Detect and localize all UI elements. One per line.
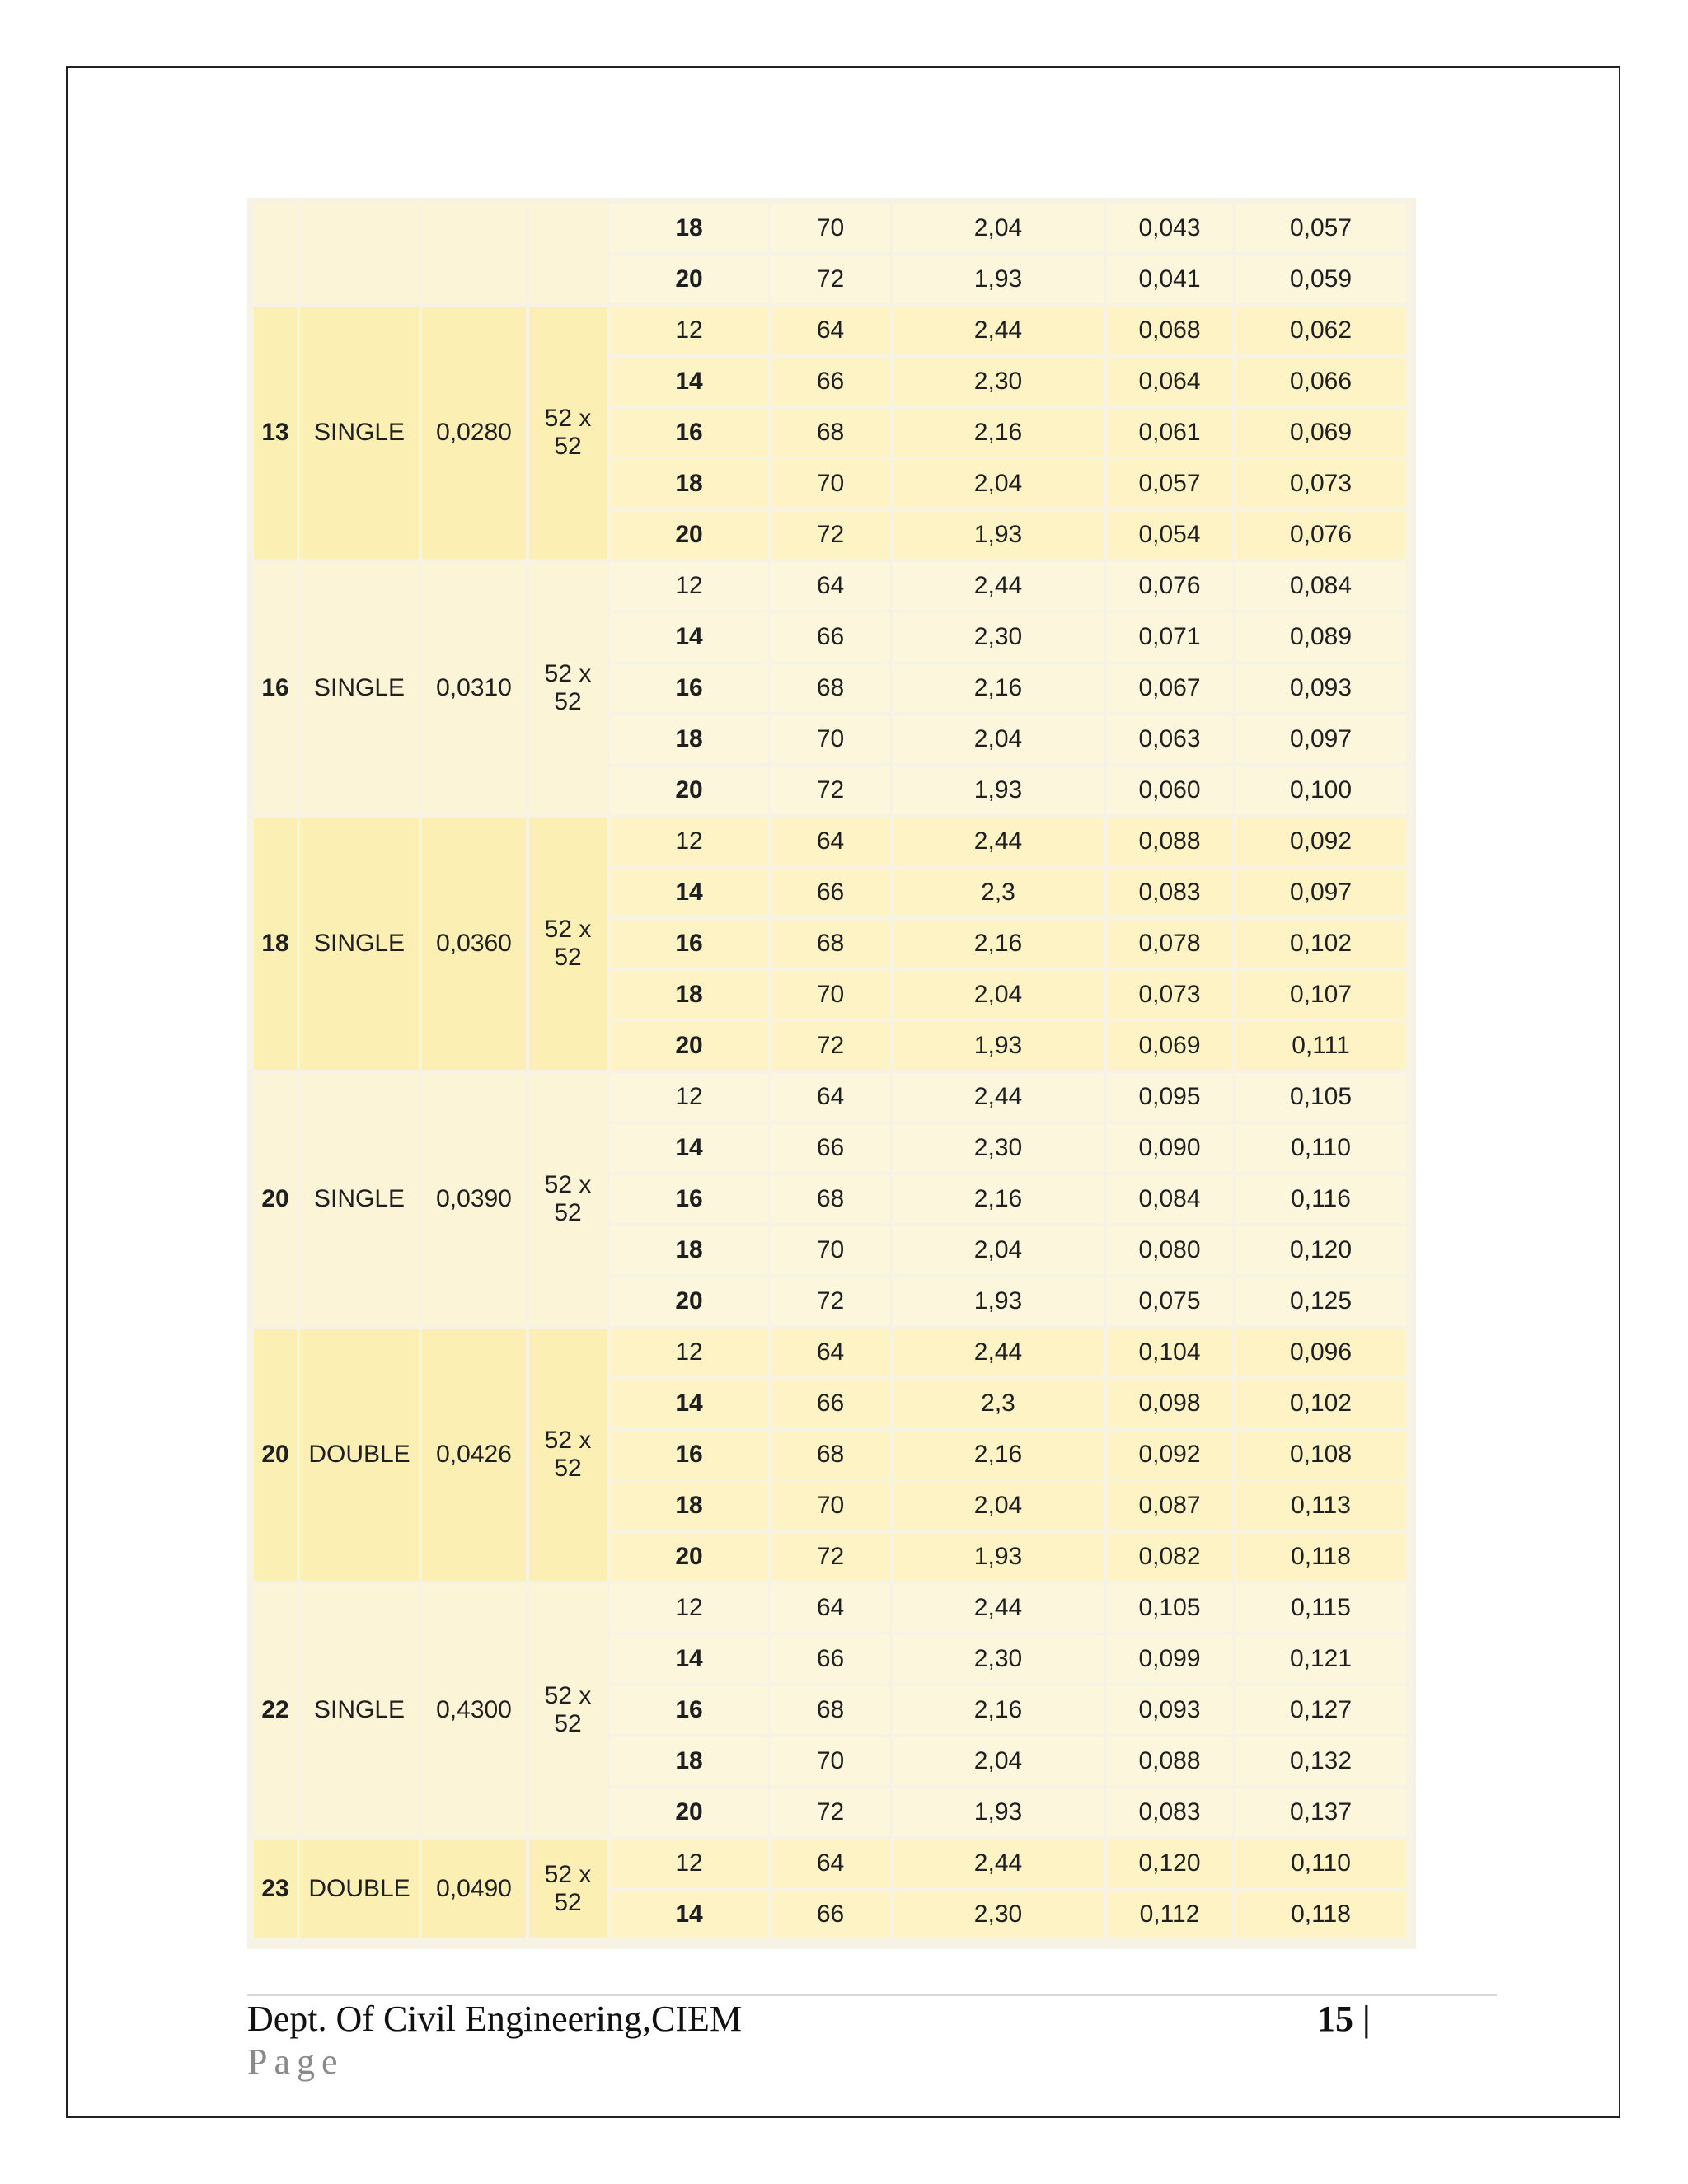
cell-weight-a: 0,088 [1107,1737,1232,1785]
cell-weight-b: 0,062 [1236,307,1406,354]
cell-count: 14 [610,1380,768,1427]
cell-weight-b: 0,132 [1236,1737,1406,1785]
cell-weight-a: 0,098 [1107,1380,1232,1427]
group-mesh: 52 x 52 [529,818,607,1070]
cell-width: 66 [771,1380,889,1427]
cell-ratio: 2,3 [893,1380,1104,1427]
cell-weight-b: 0,057 [1236,204,1406,252]
cell-width: 66 [771,1124,889,1172]
cell-count: 12 [610,1840,768,1887]
group-value: 0,0490 [422,1840,526,1938]
group-mesh: 52 x 52 [529,1584,607,1836]
cell-weight-b: 0,113 [1236,1482,1406,1530]
cell-width: 64 [771,1073,889,1121]
table-row [254,307,1406,354]
cell-width: 66 [771,358,889,405]
cell-ratio: 1,93 [893,1022,1104,1070]
cell-width: 72 [771,1277,889,1325]
cell-count: 14 [610,1124,768,1172]
cell-weight-a: 0,071 [1107,613,1232,661]
cell-ratio: 2,04 [893,715,1104,763]
table-row [254,1584,1406,1632]
table-row [254,204,1406,252]
cell-count: 14 [610,869,768,916]
cell-ratio: 2,44 [893,818,1104,865]
cell-count: 12 [610,562,768,610]
cell-weight-a: 0,093 [1107,1686,1232,1734]
cell-weight-b: 0,120 [1236,1226,1406,1274]
cell-weight-b: 0,093 [1236,664,1406,712]
cell-count: 12 [610,818,768,865]
cell-weight-a: 0,087 [1107,1482,1232,1530]
group-gauge: 23 [254,1840,297,1938]
group-type: SINGLE [300,1584,419,1836]
cell-ratio: 1,93 [893,1788,1104,1836]
cell-weight-b: 0,111 [1236,1022,1406,1070]
cell-weight-a: 0,088 [1107,818,1232,865]
cell-count: 12 [610,1073,768,1121]
table-row [254,1329,1406,1376]
group-gauge: 18 [254,818,297,1070]
cell-ratio: 2,04 [893,460,1104,508]
cell-weight-a: 0,105 [1107,1584,1232,1632]
cell-weight-a: 0,090 [1107,1124,1232,1172]
cell-ratio: 2,44 [893,1840,1104,1887]
cell-weight-a: 0,082 [1107,1533,1232,1581]
cell-ratio: 2,30 [893,1635,1104,1683]
cell-weight-b: 0,102 [1236,1380,1406,1427]
group-mesh: 52 x 52 [529,307,607,559]
cell-count: 18 [610,460,768,508]
cell-count: 12 [610,1584,768,1632]
cell-weight-b: 0,059 [1236,255,1406,303]
cell-count: 20 [610,766,768,814]
cell-weight-a: 0,069 [1107,1022,1232,1070]
cell-weight-b: 0,096 [1236,1329,1406,1376]
cell-weight-b: 0,107 [1236,971,1406,1019]
group-value: 0,0426 [422,1329,526,1581]
cell-weight-b: 0,102 [1236,920,1406,968]
cell-ratio: 2,30 [893,1124,1104,1172]
cell-width: 66 [771,869,889,916]
cell-ratio: 1,93 [893,1277,1104,1325]
cell-ratio: 1,93 [893,511,1104,559]
cell-width: 68 [771,1686,889,1734]
cell-weight-b: 0,073 [1236,460,1406,508]
cell-weight-a: 0,092 [1107,1431,1232,1479]
cell-weight-a: 0,067 [1107,664,1232,712]
cell-weight-b: 0,089 [1236,613,1406,661]
cell-width: 70 [771,460,889,508]
cell-width: 64 [771,1329,889,1376]
cell-width: 70 [771,1482,889,1530]
cell-weight-a: 0,084 [1107,1175,1232,1223]
cell-weight-b: 0,066 [1236,358,1406,405]
footer-page-number: 15 | [1317,1999,1371,2039]
cell-ratio: 2,16 [893,664,1104,712]
group-mesh: 52 x 52 [529,1329,607,1581]
cell-weight-b: 0,097 [1236,715,1406,763]
cell-ratio: 2,04 [893,971,1104,1019]
cell-width: 68 [771,664,889,712]
cell-width: 70 [771,715,889,763]
group-type: SINGLE [300,562,419,814]
carryover-group-cell [422,204,526,303]
cell-weight-a: 0,112 [1107,1891,1232,1938]
cell-ratio: 2,16 [893,409,1104,457]
data-table [251,201,1409,1942]
cell-weight-b: 0,125 [1236,1277,1406,1325]
cell-ratio: 2,44 [893,562,1104,610]
cell-width: 66 [771,1635,889,1683]
cell-count: 20 [610,1533,768,1581]
cell-count: 12 [610,307,768,354]
cell-count: 16 [610,664,768,712]
cell-width: 70 [771,1226,889,1274]
cell-weight-a: 0,078 [1107,920,1232,968]
cell-weight-a: 0,064 [1107,358,1232,405]
cell-weight-b: 0,127 [1236,1686,1406,1734]
cell-ratio: 1,93 [893,255,1104,303]
cell-count: 16 [610,920,768,968]
cell-count: 18 [610,1737,768,1785]
table-row [254,562,1406,610]
cell-width: 64 [771,307,889,354]
cell-ratio: 2,30 [893,1891,1104,1938]
group-value: 0,0310 [422,562,526,814]
cell-count: 14 [610,1891,768,1938]
cell-width: 64 [771,818,889,865]
table-row [254,1073,1406,1121]
cell-ratio: 2,16 [893,1686,1104,1734]
group-gauge: 16 [254,562,297,814]
cell-weight-b: 0,118 [1236,1891,1406,1938]
cell-width: 66 [771,613,889,661]
table-row [254,818,1406,865]
cell-ratio: 1,93 [893,1533,1104,1581]
cell-weight-a: 0,080 [1107,1226,1232,1274]
cell-count: 16 [610,1175,768,1223]
cell-ratio: 2,3 [893,869,1104,916]
carryover-group-cell [300,204,419,303]
cell-ratio: 2,04 [893,1482,1104,1530]
cell-count: 16 [610,409,768,457]
cell-ratio: 2,30 [893,358,1104,405]
cell-weight-a: 0,075 [1107,1277,1232,1325]
cell-count: 14 [610,613,768,661]
cell-weight-a: 0,104 [1107,1329,1232,1376]
cell-weight-a: 0,068 [1107,307,1232,354]
cell-count: 14 [610,358,768,405]
cell-weight-a: 0,063 [1107,715,1232,763]
group-mesh: 52 x 52 [529,1840,607,1938]
cell-weight-a: 0,095 [1107,1073,1232,1121]
cell-weight-b: 0,110 [1236,1840,1406,1887]
cell-width: 72 [771,1788,889,1836]
cell-width: 68 [771,1431,889,1479]
cell-count: 16 [610,1431,768,1479]
group-mesh: 52 x 52 [529,562,607,814]
cell-count: 12 [610,1329,768,1376]
cell-count: 18 [610,715,768,763]
cell-ratio: 2,04 [893,204,1104,252]
group-type: SINGLE [300,307,419,559]
cell-width: 70 [771,204,889,252]
group-type: DOUBLE [300,1329,419,1581]
cell-width: 70 [771,1737,889,1785]
cell-weight-a: 0,054 [1107,511,1232,559]
cell-weight-a: 0,073 [1107,971,1232,1019]
cell-weight-b: 0,097 [1236,869,1406,916]
cell-weight-b: 0,084 [1236,562,1406,610]
group-gauge: 22 [254,1584,297,1836]
cell-ratio: 2,44 [893,307,1104,354]
footer-divider [247,1994,1497,1996]
cell-weight-a: 0,057 [1107,460,1232,508]
cell-weight-b: 0,115 [1236,1584,1406,1632]
cell-weight-a: 0,041 [1107,255,1232,303]
cell-weight-b: 0,121 [1236,1635,1406,1683]
cell-weight-b: 0,100 [1236,766,1406,814]
carryover-group-cell [529,204,607,303]
group-value: 0,4300 [422,1584,526,1836]
cell-width: 64 [771,1840,889,1887]
cell-count: 20 [610,1277,768,1325]
cell-width: 72 [771,766,889,814]
cell-ratio: 2,16 [893,920,1104,968]
cell-width: 72 [771,1533,889,1581]
cell-count: 18 [610,971,768,1019]
cell-width: 68 [771,409,889,457]
cell-weight-b: 0,116 [1236,1175,1406,1223]
cell-count: 14 [610,1635,768,1683]
cell-count: 20 [610,1022,768,1070]
cell-weight-a: 0,083 [1107,869,1232,916]
cell-ratio: 2,44 [893,1073,1104,1121]
footer-page-label: Page [247,2041,345,2082]
cell-ratio: 2,30 [893,613,1104,661]
cell-weight-a: 0,120 [1107,1840,1232,1887]
cell-width: 68 [771,920,889,968]
carryover-group-cell [254,204,297,303]
group-value: 0,0360 [422,818,526,1070]
cell-width: 72 [771,511,889,559]
group-value: 0,0280 [422,307,526,559]
group-type: SINGLE [300,1073,419,1325]
cell-count: 18 [610,204,768,252]
group-type: DOUBLE [300,1840,419,1938]
cell-width: 70 [771,971,889,1019]
cell-weight-b: 0,137 [1236,1788,1406,1836]
cell-count: 16 [610,1686,768,1734]
footer-department: Dept. Of Civil Engineering,CIEM [247,1999,743,2039]
cell-width: 64 [771,1584,889,1632]
table-row [254,1840,1406,1887]
cell-ratio: 2,16 [893,1431,1104,1479]
cell-width: 72 [771,1022,889,1070]
cell-ratio: 2,16 [893,1175,1104,1223]
cell-width: 64 [771,562,889,610]
data-table-container [247,198,1416,1949]
cell-count: 20 [610,511,768,559]
group-gauge: 20 [254,1073,297,1325]
group-gauge: 20 [254,1329,297,1581]
group-gauge: 13 [254,307,297,559]
cell-ratio: 2,04 [893,1737,1104,1785]
cell-width: 66 [771,1891,889,1938]
cell-weight-b: 0,076 [1236,511,1406,559]
cell-count: 18 [610,1226,768,1274]
cell-weight-a: 0,061 [1107,409,1232,457]
cell-weight-b: 0,110 [1236,1124,1406,1172]
cell-weight-a: 0,060 [1107,766,1232,814]
cell-ratio: 2,44 [893,1329,1104,1376]
group-value: 0,0390 [422,1073,526,1325]
cell-width: 68 [771,1175,889,1223]
cell-ratio: 2,44 [893,1584,1104,1632]
cell-weight-b: 0,069 [1236,409,1406,457]
cell-weight-a: 0,076 [1107,562,1232,610]
group-mesh: 52 x 52 [529,1073,607,1325]
cell-ratio: 1,93 [893,766,1104,814]
cell-weight-b: 0,118 [1236,1533,1406,1581]
cell-ratio: 2,04 [893,1226,1104,1274]
cell-width: 72 [771,255,889,303]
cell-weight-a: 0,083 [1107,1788,1232,1836]
cell-weight-a: 0,099 [1107,1635,1232,1683]
group-type: SINGLE [300,818,419,1070]
cell-weight-b: 0,092 [1236,818,1406,865]
cell-count: 20 [610,1788,768,1836]
cell-weight-b: 0,108 [1236,1431,1406,1479]
cell-weight-a: 0,043 [1107,204,1232,252]
cell-count: 18 [610,1482,768,1530]
cell-weight-b: 0,105 [1236,1073,1406,1121]
cell-count: 20 [610,255,768,303]
